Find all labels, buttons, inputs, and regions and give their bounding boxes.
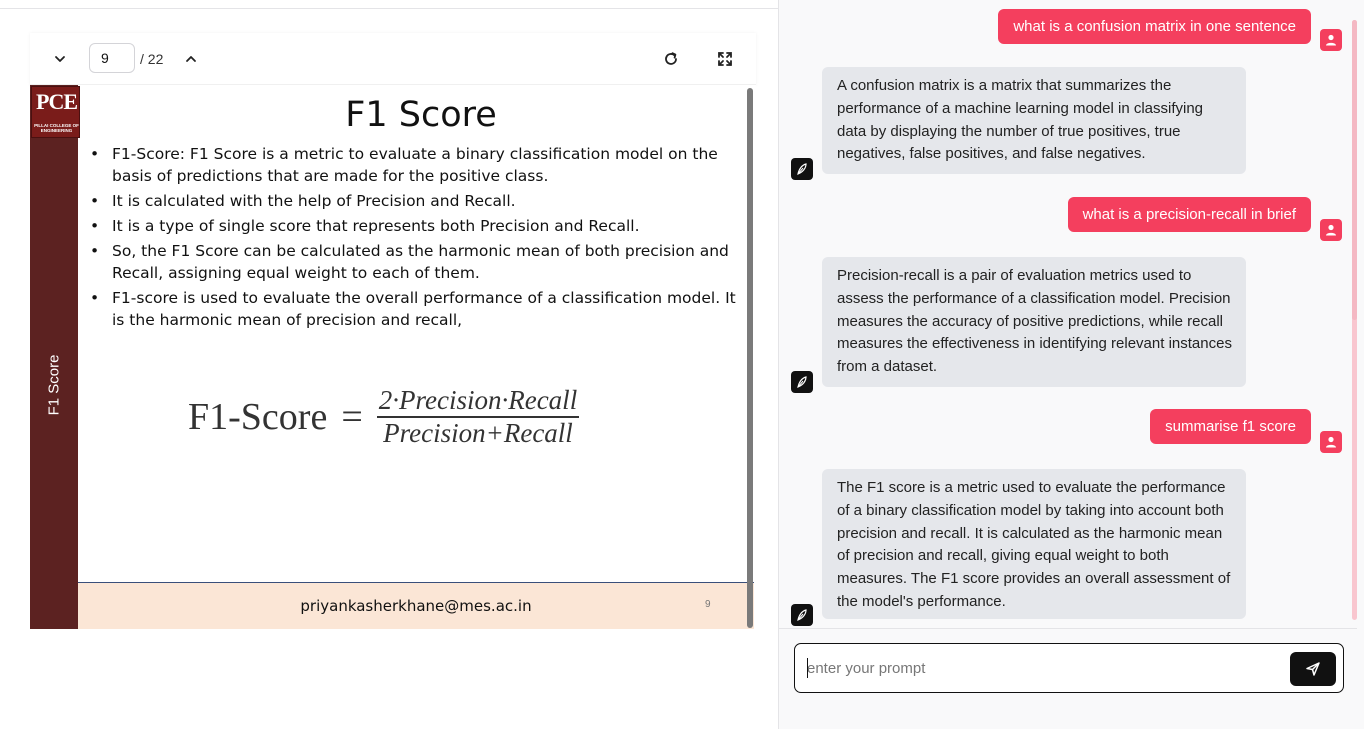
footer-page-number: 9	[705, 599, 711, 610]
assistant-message: Precision-recall is a pair of evaluation metrics used to assess the performance of a classification model. Precision measures the accuracy of positive predictions, while recall measures the effectiveness in identifying relevant instances from a dataset.	[822, 257, 1246, 387]
formula-fraction	[377, 385, 579, 449]
bullet-item: • It is a type of single score that represents both Precision and Recall.	[90, 215, 750, 237]
formula-equals: =	[341, 396, 363, 438]
refresh-icon[interactable]	[659, 47, 683, 71]
f1-formula	[188, 385, 579, 449]
prompt-input[interactable]	[807, 656, 1277, 680]
prompt-box	[794, 643, 1344, 693]
user-message: what is a confusion matrix in one sentence	[998, 9, 1311, 44]
page-total: / 22	[140, 51, 164, 67]
text-caret	[807, 658, 808, 678]
chevron-up-icon[interactable]	[179, 47, 203, 71]
slide-scrollbar[interactable]	[747, 88, 753, 628]
bullet-list	[90, 143, 750, 334]
slide-sidebar	[30, 85, 78, 629]
user-avatar-icon	[1320, 219, 1342, 241]
viewer-toolbar	[30, 33, 756, 85]
feather-bot-icon	[791, 371, 813, 393]
assistant-message: The F1 score is a metric used to evaluate the performance of a binary classification model by taking into account both precision and recall. It is calculated as the harmonic mean of precision and recall, giving equal weight to both measures. The F1 score provides an overall assessment of the model's performance.	[822, 469, 1246, 619]
chat-scrollbar[interactable]	[1352, 20, 1357, 620]
slide-page	[30, 85, 756, 629]
bullet-item: • F1-Score: F1 Score is a metric to evaluate a binary classification model on the basis of predictions that are made for the positive class.	[90, 143, 750, 187]
send-button[interactable]	[1290, 652, 1336, 686]
college-logo: PCE PILLAI COLLEGE OF ENGINEERING	[31, 86, 80, 138]
assistant-message: A confusion matrix is a matrix that summarizes the performance of a machine learning model in classifying data by displaying the number of true positives, true negatives, false positives, and false negatives.	[822, 67, 1246, 174]
bullet-item: • F1-score is used to evaluate the overall performance of a classification model. It is the harmonic mean of precision and recall,	[90, 287, 750, 331]
user-avatar-icon	[1320, 29, 1342, 51]
feather-bot-icon	[791, 158, 813, 180]
formula-denominator: Precision+Recall	[383, 418, 573, 448]
send-icon	[1305, 661, 1321, 677]
bullet-item: • It is calculated with the help of Precision and Recall.	[90, 190, 750, 212]
sidebar-title: F1 Score	[45, 354, 63, 416]
fullscreen-icon[interactable]	[713, 47, 737, 71]
slide-viewer	[30, 33, 756, 629]
chat-divider	[779, 628, 1357, 629]
chevron-down-icon[interactable]	[48, 47, 72, 71]
user-avatar-icon	[1320, 431, 1342, 453]
user-message: what is a precision-recall in brief	[1068, 197, 1311, 232]
chat-panel	[778, 0, 1364, 729]
slide-title: F1 Score	[345, 95, 497, 135]
formula-lhs: F1-Score	[188, 396, 328, 438]
feather-bot-icon	[791, 604, 813, 626]
slide-footer	[78, 582, 754, 629]
user-message: summarise f1 score	[1150, 409, 1311, 444]
footer-email: priyankasherkhane@mes.ac.in	[300, 597, 532, 615]
page-number-input[interactable]	[89, 43, 135, 73]
formula-numerator: 2·Precision·Recall	[377, 385, 579, 418]
bullet-item: • So, the F1 Score can be calculated as the harmonic mean of both precision and Recall, assigning equal weight to each of them.	[90, 240, 750, 284]
